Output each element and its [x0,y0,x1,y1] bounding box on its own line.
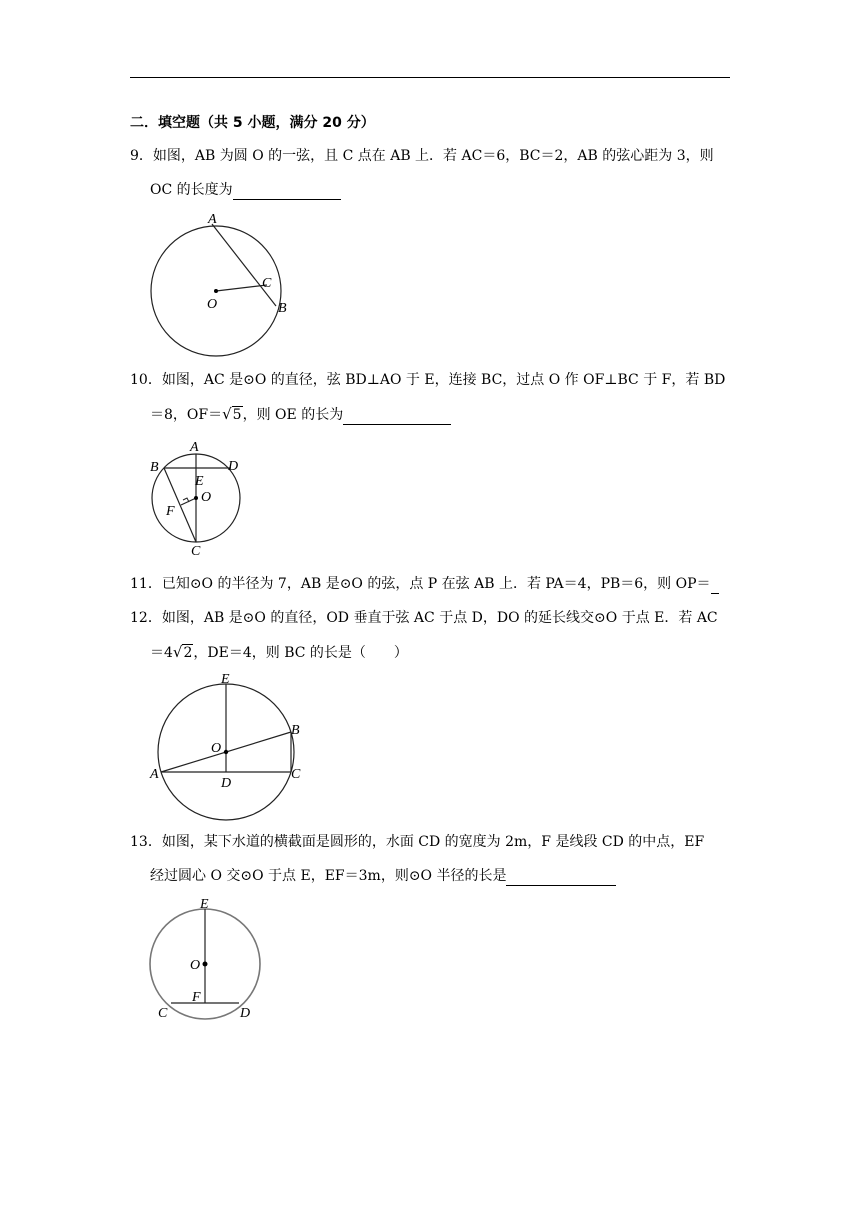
q10-text2b: ，则 OE 的长为 [242,407,344,423]
q13-label-c: C [158,1006,168,1021]
q11-line1 [130,574,719,594]
q13-label-d: D [240,1006,251,1021]
header-rule [130,77,730,78]
q10-label-c: C [191,544,201,559]
q9-chord-ab [212,224,276,306]
q13-label-e: E [200,897,209,912]
q12-number: 12． [130,610,162,626]
q10-label-o: O [201,490,212,505]
q12-figure [148,668,308,823]
q10-number: 10． [130,372,162,388]
q12-text2a: ＝4 [150,645,173,661]
section-title: 二．填空题（共 5 小题，满分 20 分） [130,115,375,131]
q12-label-a: A [150,767,159,782]
q10-sqrt-value: 5 [232,407,242,423]
q13-label-o: O [190,958,201,973]
q13-line1 [130,832,704,852]
q12-text2b: ，DE＝4，则 BC 的长是（ ） [193,645,408,661]
q12-label-b: B [291,723,300,738]
q12-line2 [150,642,408,663]
q11-answer-blank [711,577,719,594]
q12-label-c: C [291,767,301,782]
q10-center-dot [194,496,198,500]
q12-label-e: E [221,672,230,687]
q12-sqrt-value: 2 [183,645,193,661]
q9-line2 [150,180,341,200]
q10-line2 [150,404,451,425]
q13-center-dot [203,962,208,967]
q9-figure [145,208,295,358]
q10-label-f: F [166,504,175,519]
q12-label-d: D [221,776,232,791]
q10-answer-blank [343,408,451,425]
q9-label-b: B [278,301,287,316]
q11-text1: 已知⊙O 的半径为 7，AB 是⊙O 的弦，点 P 在弦 AB 上．若 PA＝4，PB＝6，则 OP＝ [161,576,711,592]
q13-text1: 如图，某下水道的横截面是圆形的，水面 CD 的宽度为 2m，F 是线段 CD 的中点，EF [161,834,705,850]
q9-segment-oc [216,285,267,291]
q10-label-d: D [228,459,239,474]
q12-line1 [130,608,718,628]
q10-label-e: E [195,474,204,489]
q9-label-c: C [262,276,272,291]
q10-text2a: ＝8，OF＝ [150,407,223,423]
q10-text1: 如图，AC 是⊙O 的直径，弦 BD⊥AO 于 E，连接 BC，过点 O 作 OF⊥BC 于 F，若 BD [161,372,726,388]
q9-number: 9． [130,148,153,164]
q12-center-dot [224,750,228,754]
q13-number: 13． [130,834,162,850]
q9-label-a: A [208,212,217,227]
q13-line2 [150,866,616,886]
q9-line1 [130,146,714,166]
q13-answer-blank [506,869,616,886]
q9-text1: 如图，AB 为圆 O 的一弦，且 C 点在 AB 上．若 AC＝6，BC＝2，AB 的弦心距为 3，则 [152,148,714,164]
q13-text2: 经过圆心 O 交⊙O 于点 E，EF＝3m，则⊙O 半径的长是 [150,868,507,884]
q10-figure [145,437,255,562]
q9-text2: OC 的长度为 [150,182,233,198]
q10-sqrt-sign: √ [222,405,232,423]
q13-figure [148,894,268,1024]
q13-label-f: F [192,990,201,1005]
q10-label-b: B [150,460,159,475]
q9-center-dot [214,289,218,293]
q12-text1: 如图，AB 是⊙O 的直径，OD 垂直于弦 AC 于点 D，DO 的延长线交⊙O 于点 E．若 AC [161,610,718,626]
q11-number: 11． [130,576,162,592]
q9-label-o: O [207,297,218,312]
q12-sqrt-sign: √ [172,643,183,661]
q10-line1 [130,370,725,390]
q12-label-o: O [211,741,222,756]
q9-answer-blank [233,183,341,200]
q10-label-a: A [190,440,199,455]
